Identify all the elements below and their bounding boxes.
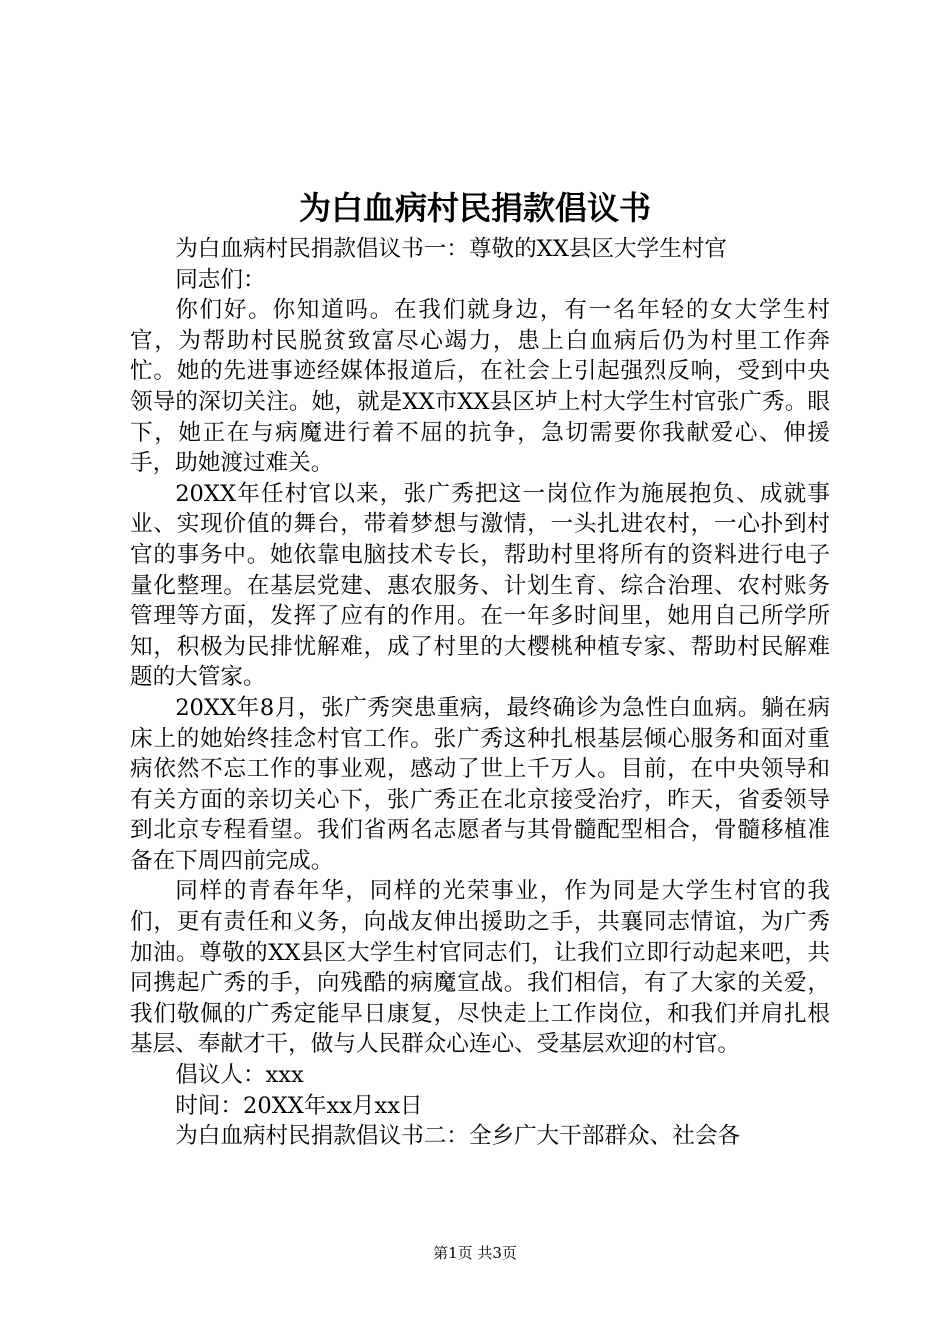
document-body — [130, 234, 830, 1152]
paragraph: 为白血病村民捐款倡议书一：尊敬的XX县区大学生村官 — [175, 236, 728, 262]
paragraph: 为白血病村民捐款倡议书二：全乡广大干部群众、社会各 — [175, 1123, 741, 1150]
date-line: 时间：20XX年xx月xx日 — [175, 1092, 423, 1119]
page-number: 第1页 共3页 — [433, 1244, 517, 1262]
paragraph: 20XX年任村官以来，张广秀把这一岗位作为施展抱负、成就事业、实现价值的舞台，带着梦想与激情，一头扎进农村，一心扑到村官的事务中。她依靠电脑技术专长，帮助村里将所有的资料进行电子量化整理。在基层党建、惠农服务、计划生育、综合治理、农村账务管理等方面，发挥了应有的作用。在一年多时间里，她用自己所学所知，积极为民排忧解难，成了村里的大樱桃种植专家、帮助村民解难题的大管家。 — [130, 480, 830, 691]
paragraph: 20XX年8月，张广秀突患重病，最终确诊为急性白血病。躺在病床上的她始终挂念村官工作。张广秀这种扎根基层倾心服务和面对重病依然不忘工作的事业观，感动了世上千万人。目前，在中央领导和有关方面的亲切关心下，张广秀正在北京接受治疗，昨天，省委领导到北京专程看望。我们省两名志愿者与其骨髓配型相合，骨髓移植准备在下周四前完成。 — [130, 694, 830, 874]
signature-line: 倡议人：xxx — [175, 1062, 304, 1089]
paragraph: 同样的青春年华，同样的光荣事业，作为同是大学生村官的我们，更有责任和义务，向战友伸出援助之手，共襄同志情谊，为广秀加油。尊敬的XX县区大学生村官同志们，让我们立即行动起来吧，共同携起广秀的手，向残酷的病魔宣战。我们相信，有了大家的关爱，我们敬佩的广秀定能早日康复，尽快走上工作岗位，和我们并肩扎根基层、奉献才干，做与人民群众心连心、受基层欢迎的村官。 — [130, 878, 830, 1058]
paragraph: 同志们： — [175, 266, 266, 293]
paragraph: 你们好。你知道吗。在我们就身边，有一名年轻的女大学生村官，为帮助村民脱贫致富尽心竭力，患上白血病后仍为村里工作奔忙。她的先进事迹经媒体报道后，在社会上引起强烈反响，受到中央领导的深切关注。她，就是XX市XX县区垆上村大学生村官张广秀。眼下，她正在与病魔进行着不屈的抗争，急切需要你我献爱心、伸援手，助她渡过难关。 — [130, 297, 830, 477]
document-title: 为白血病村民捐款倡议书 — [298, 189, 651, 227]
